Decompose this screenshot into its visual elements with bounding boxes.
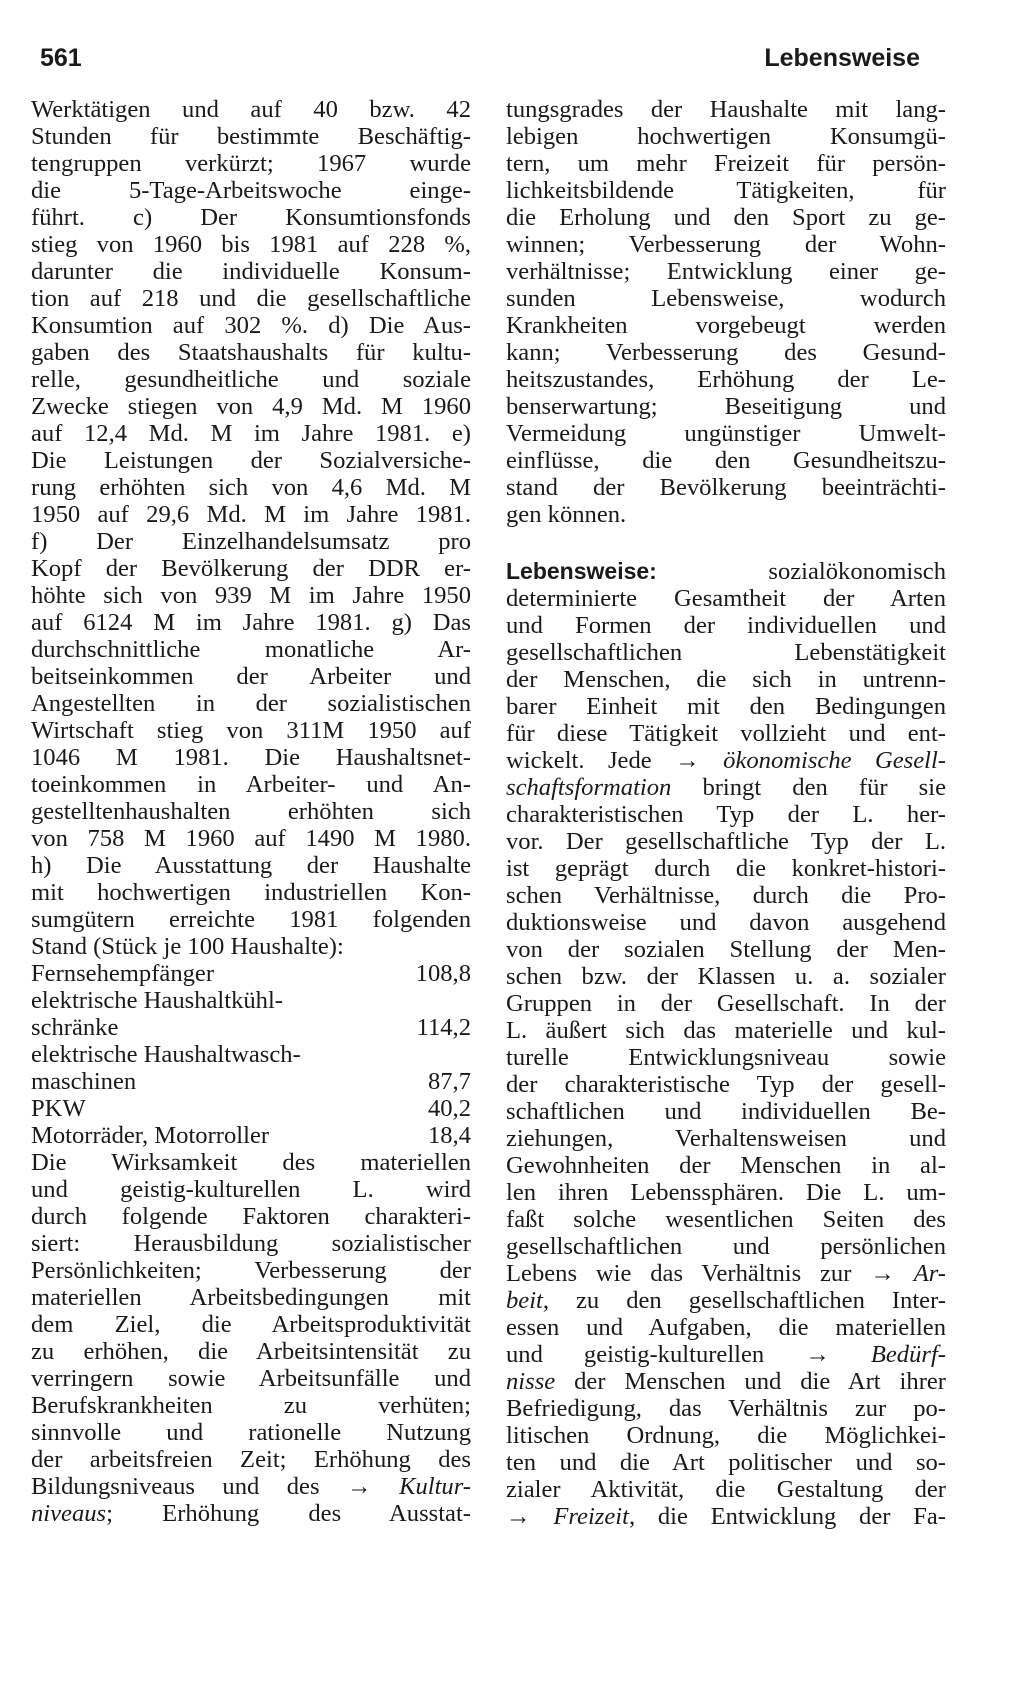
text-line: Stand (Stück je 100 Haushalte):: [31, 933, 344, 960]
text-line: Gewohnheiten der Menschen in al-: [506, 1152, 946, 1179]
stat-value: 114,2: [416, 1014, 471, 1041]
text-line: heitszustandes, Erhöhung der Le-: [506, 366, 946, 393]
stat-label: elektrische Haushaltwasch-: [31, 1041, 301, 1068]
text-line: der Menschen, die sich in untrenn-: [506, 666, 946, 693]
text-line: relle, gesundheitliche und soziale: [31, 366, 471, 393]
text-line: f) Der Einzelhandelsumsatz pro: [31, 528, 471, 555]
running-head: Lebensweise: [764, 44, 920, 72]
text-line: Befriedigung, das Verhältnis zur po-: [506, 1395, 946, 1422]
text-line: stieg von 1960 bis 1981 auf 228 %,: [31, 231, 471, 258]
text-line: durch folgende Faktoren charakteri-: [31, 1203, 471, 1230]
text-line: mit hochwertigen industriellen Kon-: [31, 879, 471, 906]
table-row: [31, 960, 471, 987]
text-line: [506, 1287, 946, 1314]
text-line: die Erholung und den Sport zu ge-: [506, 204, 946, 231]
text-line: lebigen hochwertigen Konsumgü-: [506, 123, 946, 150]
cross-reference-link[interactable]: nisse: [506, 1368, 556, 1395]
stat-value: 87,7: [427, 1068, 471, 1095]
table-row: [31, 1095, 471, 1122]
text-line: tengruppen verkürzt; 1967 wurde: [31, 150, 471, 177]
text-line: Werktätigen und auf 40 bzw. 42: [31, 96, 471, 123]
page-number: 561: [40, 44, 82, 72]
text-line: Kopf der Bevölkerung der DDR er-: [31, 555, 471, 582]
text-line: barer Einheit mit den Bedingungen: [506, 693, 946, 720]
household-statistics-table: [31, 960, 471, 1149]
text-line: durchschnittliche monatliche Ar-: [31, 636, 471, 663]
text-line: tion auf 218 und die gesellschaftliche: [31, 285, 471, 312]
table-row: [31, 1068, 471, 1095]
text-line: vor. Der gesellschaftliche Typ der L.: [506, 828, 946, 855]
text-line: rung erhöhten sich von 4,6 Md. M: [31, 474, 471, 501]
text-line: einflüsse, die den Gesundheitszu-: [506, 447, 946, 474]
stat-label: elektrische Haushaltkühl-: [31, 987, 284, 1014]
text-line: [506, 1503, 946, 1530]
text-line: zialer Aktivität, die Gestaltung der: [506, 1476, 946, 1503]
text-line: Vermeidung ungünstiger Umwelt-: [506, 420, 946, 447]
line-text: wickelt. Jede →: [506, 747, 724, 774]
text-line: von der sozialen Stellung der Men-: [506, 936, 946, 963]
left-paragraph-2: [31, 1149, 471, 1527]
text-line: schen Verhältnisse, durch die Pro-: [506, 882, 946, 909]
text-line: schaftlichen und individuellen Be-: [506, 1098, 946, 1125]
cross-reference-link[interactable]: Kultur-: [399, 1473, 471, 1500]
text-line: sinnvolle und rationelle Nutzung: [31, 1419, 471, 1446]
text-line: 1046 M 1981. Die Haushaltsnet-: [31, 744, 471, 771]
text-line: [506, 1368, 946, 1395]
text-line: Die Wirksamkeit des materiellen: [31, 1149, 471, 1176]
text-line: turelle Entwicklungsniveau sowie: [506, 1044, 946, 1071]
text-line: verringern sowie Arbeitsunfälle und: [31, 1365, 471, 1392]
cross-reference-link[interactable]: Bedürf-: [870, 1341, 946, 1368]
stat-label: Fernsehempfänger: [31, 960, 215, 987]
text-line: [506, 747, 946, 774]
text-line: gesellschaftlichen und persönlichen: [506, 1233, 946, 1260]
table-row: [31, 1122, 471, 1149]
text-line: Wirtschaft stieg von 311M 1950 auf: [31, 717, 471, 744]
text-line: [506, 774, 946, 801]
text-line: materiellen Arbeitsbedingungen mit: [31, 1284, 471, 1311]
text-line: schen bzw. der Klassen u. a. sozialer: [506, 963, 946, 990]
text-line: Die Leistungen der Sozialversiche-: [31, 447, 471, 474]
text-line: Zwecke stiegen von 4,9 Md. M 1960: [31, 393, 471, 420]
stat-value: 108,8: [415, 960, 471, 987]
stat-label: maschinen: [31, 1068, 137, 1095]
text-line: tungsgrades der Haushalte mit lang-: [506, 96, 946, 123]
line-text: →: [506, 1503, 554, 1530]
text-line: und geistig-kulturellen L. wird: [31, 1176, 471, 1203]
text-line: gen können.: [506, 501, 627, 528]
cross-reference-link[interactable]: Freizeit: [553, 1503, 629, 1530]
text-line: darunter die individuelle Konsum-: [31, 258, 471, 285]
line-text: Bildungsniveaus und des →: [31, 1473, 372, 1500]
stat-label: Motorräder, Motorroller: [31, 1122, 270, 1149]
text-line: verhältnisse; Entwicklung einer ge-: [506, 258, 946, 285]
text-line: Krankheiten vorgebeugt werden: [506, 312, 946, 339]
text-line: Angestellten in der sozialistischen: [31, 690, 471, 717]
text-line: [31, 1500, 471, 1527]
text-line: toeinkommen in Arbeiter- und An-: [31, 771, 471, 798]
text-line: ziehungen, Verhaltensweisen und: [506, 1125, 946, 1152]
text-line: höhte sich von 939 M im Jahre 1950: [31, 582, 471, 609]
text-line: ist geprägt durch die konkret-histori-: [506, 855, 946, 882]
left-paragraph-1: [31, 96, 471, 960]
text-line: gesellschaftlichen Lebenstätigkeit: [506, 639, 946, 666]
line-text: Lebens wie das Verhältnis zur →: [506, 1260, 914, 1287]
text-line: determinierte Gesamtheit der Arten: [506, 585, 946, 612]
cross-reference-link[interactable]: beit: [506, 1287, 543, 1314]
text-line: von 758 M 1960 auf 1490 M 1980.: [31, 825, 471, 852]
text-line: beitseinkommen der Arbeiter und: [31, 663, 471, 690]
text-line: Gruppen in der Gesellschaft. In der: [506, 990, 946, 1017]
text-line: Stunden für bestimmte Beschäftig-: [31, 123, 471, 150]
right-column: [506, 96, 946, 1530]
page-header: [40, 44, 920, 84]
left-column: [31, 96, 471, 1527]
text-line: [31, 1473, 471, 1500]
entry-headword: Lebensweise:: [506, 558, 657, 584]
text-line: sunden Lebensweise, wodurch: [506, 285, 946, 312]
text-line: sumgütern erreichte 1981 folgenden: [31, 906, 471, 933]
stat-label: PKW: [31, 1095, 86, 1122]
text-line: für diese Tätigkeit vollzieht und ent-: [506, 720, 946, 747]
text-line: stand der Bevölkerung beeinträchti-: [506, 474, 946, 501]
text-line: charakteristischen Typ der L. her-: [506, 801, 946, 828]
text-line: len ihren Lebenssphären. Die L. um-: [506, 1179, 946, 1206]
text-line: der charakteristische Typ der gesell-: [506, 1071, 946, 1098]
text-line: siert: Herausbildung sozialistischer: [31, 1230, 471, 1257]
cross-reference-link[interactable]: Ar-: [913, 1260, 946, 1287]
text-line: auf 6124 M im Jahre 1981. g) Das: [31, 609, 471, 636]
text-line: führt. c) Der Konsumtionsfonds: [31, 204, 471, 231]
text-line: dem Ziel, die Arbeitsproduktivität: [31, 1311, 471, 1338]
text-line: 1950 auf 29,6 Md. M im Jahre 1981.: [31, 501, 471, 528]
text-line: der arbeitsfreien Zeit; Erhöhung des: [31, 1446, 471, 1473]
text-line: winnen; Verbesserung der Wohn-: [506, 231, 946, 258]
text-line: auf 12,4 Md. M im Jahre 1981. e): [31, 420, 471, 447]
text-line: zu erhöhen, die Arbeitsintensität zu: [31, 1338, 471, 1365]
line-text: ; Erhöhung des Ausstat-: [106, 1500, 471, 1527]
cross-reference-link[interactable]: schaftsformation: [506, 774, 672, 801]
text-line: gaben des Staatshaushalts für kultu-: [31, 339, 471, 366]
text-line: benserwartung; Beseitigung und: [506, 393, 946, 420]
text-line: Konsumtion auf 302 %. d) Die Aus-: [31, 312, 471, 339]
text-line: Persönlichkeiten; Verbesserung der: [31, 1257, 471, 1284]
stat-value: 40,2: [427, 1095, 471, 1122]
table-row: [31, 1014, 471, 1041]
text-line: kann; Verbesserung des Gesund-: [506, 339, 946, 366]
text-line: faßt solche wesentlichen Seiten des: [506, 1206, 946, 1233]
text-line: [506, 1260, 946, 1287]
line-text: , die Entwicklung der Fa-: [628, 1503, 946, 1530]
lexicon-entry-lebensweise: [506, 558, 946, 1530]
text-line: L. äußert sich das materielle und kul-: [506, 1017, 946, 1044]
cross-reference-link[interactable]: ökonomische Gesell-: [723, 747, 946, 774]
cross-reference-link[interactable]: niveaus: [31, 1500, 107, 1527]
table-row: [31, 987, 471, 1014]
right-paragraph-continuation: [506, 96, 946, 528]
text-line: h) Die Ausstattung der Haushalte: [31, 852, 471, 879]
text-line: [506, 558, 946, 585]
text-line: Berufskrankheiten zu verhüten;: [31, 1392, 471, 1419]
line-text: sozialökonomisch: [656, 558, 946, 585]
text-line: und Formen der individuellen und: [506, 612, 946, 639]
stat-label: schränke: [31, 1014, 119, 1041]
table-row: [31, 1041, 471, 1068]
text-line: lichkeitsbildende Tätigkeiten, für: [506, 177, 946, 204]
line-text: , zu den gesellschaftlichen Inter-: [542, 1287, 946, 1314]
text-line: [506, 1341, 946, 1368]
line-text: bringt den für sie: [671, 774, 946, 801]
line-text: und geistig-kulturellen →: [506, 1341, 871, 1368]
stat-value: 18,4: [427, 1122, 471, 1149]
text-line: ten und die Art politischer und so-: [506, 1449, 946, 1476]
text-line: gestelltenhaushalten erhöhten sich: [31, 798, 471, 825]
text-line: essen und Aufgaben, die materiellen: [506, 1314, 946, 1341]
text-line: die 5-Tage-Arbeitswoche einge-: [31, 177, 471, 204]
line-text: der Menschen und die Art ihrer: [555, 1368, 946, 1395]
text-line: tern, um mehr Freizeit für persön-: [506, 150, 946, 177]
text-line: duktionsweise und davon ausgehend: [506, 909, 946, 936]
text-line: litischen Ordnung, die Möglichkei-: [506, 1422, 946, 1449]
paragraph-gap: [506, 528, 946, 558]
